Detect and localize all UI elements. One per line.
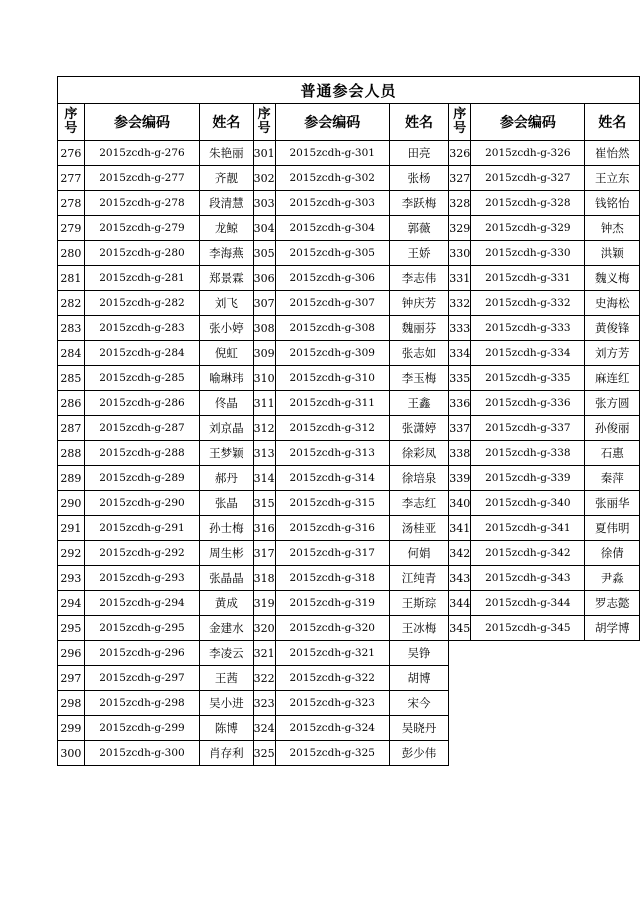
cell-seq: 334 — [449, 341, 471, 366]
cell-code: 2015zcdh-g-334 — [471, 341, 585, 366]
cell-name: 孙俊丽 — [585, 416, 640, 441]
cell-code: 2015zcdh-g-302 — [275, 166, 389, 191]
cell-seq: 303 — [253, 191, 275, 216]
cell-seq: 279 — [58, 216, 85, 241]
table-row — [58, 191, 640, 216]
cell-code: 2015zcdh-g-307 — [275, 291, 389, 316]
cell-name: 张晶晶 — [200, 566, 254, 591]
cell-code: 2015zcdh-g-341 — [471, 516, 585, 541]
cell-name: 刘方芳 — [585, 341, 640, 366]
cell-name: 秦萍 — [585, 466, 640, 491]
cell-name: 钟庆芳 — [389, 291, 448, 316]
cell-code: 2015zcdh-g-321 — [275, 641, 389, 666]
cell-code: 2015zcdh-g-332 — [471, 291, 585, 316]
cell-name: 王斯琮 — [389, 591, 448, 616]
cell-code: 2015zcdh-g-327 — [471, 166, 585, 191]
cell-code: 2015zcdh-g-281 — [84, 266, 199, 291]
cell-seq: 294 — [58, 591, 85, 616]
header-code: 参会编码 — [84, 104, 199, 141]
cell-name: 段清慧 — [200, 191, 254, 216]
cell-name: 王茜 — [200, 666, 254, 691]
cell-code: 2015zcdh-g-286 — [84, 391, 199, 416]
cell-seq: 339 — [449, 466, 471, 491]
table-row — [58, 266, 640, 291]
cell-seq: 322 — [253, 666, 275, 691]
cell-seq: 304 — [253, 216, 275, 241]
header-code: 参会编码 — [275, 104, 389, 141]
table-title: 普通参会人员 — [58, 77, 640, 104]
cell-seq: 302 — [253, 166, 275, 191]
cell-seq: 337 — [449, 416, 471, 441]
cell-name: 郭薇 — [389, 216, 448, 241]
cell-name: 罗志懿 — [585, 591, 640, 616]
cell-code: 2015zcdh-g-287 — [84, 416, 199, 441]
table-row — [58, 291, 640, 316]
cell-name: 石惠 — [585, 441, 640, 466]
cell-seq: 312 — [253, 416, 275, 441]
cell-seq: 335 — [449, 366, 471, 391]
cell-code: 2015zcdh-g-323 — [275, 691, 389, 716]
cell-name: 李海燕 — [200, 241, 254, 266]
cell-code: 2015zcdh-g-296 — [84, 641, 199, 666]
cell-name: 张小婷 — [200, 316, 254, 341]
cell-code: 2015zcdh-g-344 — [471, 591, 585, 616]
cell-name: 崔怡然 — [585, 141, 640, 166]
empty-cell — [449, 741, 471, 766]
cell-code: 2015zcdh-g-312 — [275, 416, 389, 441]
cell-seq: 332 — [449, 291, 471, 316]
cell-name: 史海松 — [585, 291, 640, 316]
cell-seq: 308 — [253, 316, 275, 341]
cell-seq: 327 — [449, 166, 471, 191]
cell-name: 魏义梅 — [585, 266, 640, 291]
cell-seq: 325 — [253, 741, 275, 766]
cell-name: 金建水 — [200, 616, 254, 641]
cell-name: 张志如 — [389, 341, 448, 366]
cell-name: 王梦颖 — [200, 441, 254, 466]
cell-seq: 317 — [253, 541, 275, 566]
table-row — [58, 341, 640, 366]
table-row — [58, 141, 640, 166]
cell-seq: 289 — [58, 466, 85, 491]
cell-code: 2015zcdh-g-294 — [84, 591, 199, 616]
cell-seq: 307 — [253, 291, 275, 316]
empty-cell — [585, 666, 640, 691]
cell-seq: 315 — [253, 491, 275, 516]
table-row — [58, 566, 640, 591]
cell-name: 李志伟 — [389, 266, 448, 291]
cell-seq: 342 — [449, 541, 471, 566]
cell-seq: 338 — [449, 441, 471, 466]
cell-code: 2015zcdh-g-305 — [275, 241, 389, 266]
empty-cell — [449, 641, 471, 666]
table-row — [58, 366, 640, 391]
cell-name: 李跃梅 — [389, 191, 448, 216]
cell-seq: 298 — [58, 691, 85, 716]
table-row — [58, 641, 640, 666]
cell-name: 夏伟明 — [585, 516, 640, 541]
cell-seq: 297 — [58, 666, 85, 691]
table-row — [58, 591, 640, 616]
cell-seq: 300 — [58, 741, 85, 766]
cell-name: 喻琳玮 — [200, 366, 254, 391]
cell-code: 2015zcdh-g-303 — [275, 191, 389, 216]
cell-seq: 314 — [253, 466, 275, 491]
cell-code: 2015zcdh-g-288 — [84, 441, 199, 466]
cell-code: 2015zcdh-g-276 — [84, 141, 199, 166]
header-name: 姓名 — [200, 104, 254, 141]
cell-code: 2015zcdh-g-319 — [275, 591, 389, 616]
cell-name: 王娇 — [389, 241, 448, 266]
cell-code: 2015zcdh-g-280 — [84, 241, 199, 266]
cell-seq: 333 — [449, 316, 471, 341]
cell-name: 钱铭怡 — [585, 191, 640, 216]
cell-seq: 343 — [449, 566, 471, 591]
table-row — [58, 516, 640, 541]
cell-seq: 288 — [58, 441, 85, 466]
table-row — [58, 441, 640, 466]
cell-code: 2015zcdh-g-299 — [84, 716, 199, 741]
cell-name: 宋今 — [389, 691, 448, 716]
header-seq: 序号 — [449, 104, 471, 141]
empty-cell — [585, 716, 640, 741]
cell-name: 龙鲸 — [200, 216, 254, 241]
cell-seq: 345 — [449, 616, 471, 641]
cell-name: 洪颖 — [585, 241, 640, 266]
cell-code: 2015zcdh-g-317 — [275, 541, 389, 566]
cell-code: 2015zcdh-g-345 — [471, 616, 585, 641]
table-row — [58, 416, 640, 441]
table-row — [58, 216, 640, 241]
table-row — [58, 391, 640, 416]
cell-name: 张杨 — [389, 166, 448, 191]
cell-code: 2015zcdh-g-298 — [84, 691, 199, 716]
empty-cell — [585, 641, 640, 666]
cell-name: 胡学博 — [585, 616, 640, 641]
cell-seq: 296 — [58, 641, 85, 666]
cell-seq: 293 — [58, 566, 85, 591]
empty-cell — [471, 741, 585, 766]
cell-name: 王冰梅 — [389, 616, 448, 641]
cell-seq: 281 — [58, 266, 85, 291]
cell-code: 2015zcdh-g-339 — [471, 466, 585, 491]
cell-seq: 299 — [58, 716, 85, 741]
cell-name: 佟晶 — [200, 391, 254, 416]
cell-name: 郑景霖 — [200, 266, 254, 291]
cell-code: 2015zcdh-g-322 — [275, 666, 389, 691]
cell-name: 彭少伟 — [389, 741, 448, 766]
cell-name: 张丽华 — [585, 491, 640, 516]
cell-code: 2015zcdh-g-301 — [275, 141, 389, 166]
cell-name: 刘飞 — [200, 291, 254, 316]
cell-code: 2015zcdh-g-336 — [471, 391, 585, 416]
cell-seq: 310 — [253, 366, 275, 391]
empty-cell — [471, 691, 585, 716]
cell-code: 2015zcdh-g-278 — [84, 191, 199, 216]
cell-name: 钟杰 — [585, 216, 640, 241]
cell-name: 王鑫 — [389, 391, 448, 416]
cell-name: 田亮 — [389, 141, 448, 166]
cell-seq: 280 — [58, 241, 85, 266]
cell-code: 2015zcdh-g-313 — [275, 441, 389, 466]
cell-name: 朱艳丽 — [200, 141, 254, 166]
header-seq: 序号 — [58, 104, 85, 141]
cell-code: 2015zcdh-g-289 — [84, 466, 199, 491]
cell-name: 李志红 — [389, 491, 448, 516]
header-name: 姓名 — [585, 104, 640, 141]
cell-code: 2015zcdh-g-309 — [275, 341, 389, 366]
cell-code: 2015zcdh-g-324 — [275, 716, 389, 741]
cell-code: 2015zcdh-g-304 — [275, 216, 389, 241]
cell-code: 2015zcdh-g-329 — [471, 216, 585, 241]
empty-cell — [449, 716, 471, 741]
cell-name: 周生彬 — [200, 541, 254, 566]
cell-seq: 305 — [253, 241, 275, 266]
header-name: 姓名 — [389, 104, 448, 141]
cell-seq: 316 — [253, 516, 275, 541]
cell-seq: 276 — [58, 141, 85, 166]
empty-cell — [471, 641, 585, 666]
table-row — [58, 316, 640, 341]
cell-name: 徐培泉 — [389, 466, 448, 491]
cell-seq: 336 — [449, 391, 471, 416]
cell-seq: 329 — [449, 216, 471, 241]
cell-seq: 313 — [253, 441, 275, 466]
cell-code: 2015zcdh-g-306 — [275, 266, 389, 291]
cell-code: 2015zcdh-g-308 — [275, 316, 389, 341]
cell-name: 徐彩凤 — [389, 441, 448, 466]
cell-seq: 301 — [253, 141, 275, 166]
cell-code: 2015zcdh-g-310 — [275, 366, 389, 391]
header-seq: 序号 — [253, 104, 275, 141]
cell-seq: 328 — [449, 191, 471, 216]
cell-name: 黄俊锋 — [585, 316, 640, 341]
cell-seq: 291 — [58, 516, 85, 541]
cell-name: 陈博 — [200, 716, 254, 741]
cell-code: 2015zcdh-g-291 — [84, 516, 199, 541]
cell-name: 何娟 — [389, 541, 448, 566]
cell-name: 郝丹 — [200, 466, 254, 491]
cell-name: 孙士梅 — [200, 516, 254, 541]
cell-code: 2015zcdh-g-326 — [471, 141, 585, 166]
cell-seq: 323 — [253, 691, 275, 716]
cell-name: 齐靓 — [200, 166, 254, 191]
cell-seq: 319 — [253, 591, 275, 616]
table-row — [58, 166, 640, 191]
empty-cell — [449, 666, 471, 691]
header-row — [58, 104, 640, 141]
cell-code: 2015zcdh-g-335 — [471, 366, 585, 391]
cell-seq: 282 — [58, 291, 85, 316]
cell-code: 2015zcdh-g-316 — [275, 516, 389, 541]
cell-name: 徐倩 — [585, 541, 640, 566]
cell-name: 吴铮 — [389, 641, 448, 666]
cell-code: 2015zcdh-g-293 — [84, 566, 199, 591]
cell-name: 倪虹 — [200, 341, 254, 366]
header-code: 参会编码 — [471, 104, 585, 141]
cell-name: 吴晓丹 — [389, 716, 448, 741]
cell-seq: 324 — [253, 716, 275, 741]
cell-code: 2015zcdh-g-337 — [471, 416, 585, 441]
cell-code: 2015zcdh-g-297 — [84, 666, 199, 691]
cell-code: 2015zcdh-g-285 — [84, 366, 199, 391]
empty-cell — [471, 666, 585, 691]
cell-code: 2015zcdh-g-279 — [84, 216, 199, 241]
cell-code: 2015zcdh-g-338 — [471, 441, 585, 466]
cell-seq: 344 — [449, 591, 471, 616]
cell-code: 2015zcdh-g-340 — [471, 491, 585, 516]
empty-cell — [471, 716, 585, 741]
cell-code: 2015zcdh-g-283 — [84, 316, 199, 341]
cell-seq: 309 — [253, 341, 275, 366]
cell-seq: 330 — [449, 241, 471, 266]
cell-name: 肖存利 — [200, 741, 254, 766]
cell-name: 黄成 — [200, 591, 254, 616]
cell-seq: 277 — [58, 166, 85, 191]
cell-code: 2015zcdh-g-284 — [84, 341, 199, 366]
table-row — [58, 541, 640, 566]
cell-code: 2015zcdh-g-311 — [275, 391, 389, 416]
table-row — [58, 741, 640, 766]
table-row — [58, 616, 640, 641]
cell-name: 王立东 — [585, 166, 640, 191]
cell-seq: 287 — [58, 416, 85, 441]
cell-code: 2015zcdh-g-292 — [84, 541, 199, 566]
cell-seq: 341 — [449, 516, 471, 541]
cell-seq: 331 — [449, 266, 471, 291]
cell-seq: 286 — [58, 391, 85, 416]
cell-code: 2015zcdh-g-277 — [84, 166, 199, 191]
cell-seq: 295 — [58, 616, 85, 641]
cell-code: 2015zcdh-g-314 — [275, 466, 389, 491]
cell-seq: 292 — [58, 541, 85, 566]
cell-code: 2015zcdh-g-328 — [471, 191, 585, 216]
table-row — [58, 466, 640, 491]
table-row — [58, 491, 640, 516]
cell-name: 魏丽芬 — [389, 316, 448, 341]
table-row — [58, 666, 640, 691]
cell-code: 2015zcdh-g-342 — [471, 541, 585, 566]
cell-name: 李玉梅 — [389, 366, 448, 391]
empty-cell — [585, 691, 640, 716]
cell-seq: 284 — [58, 341, 85, 366]
table-body — [58, 104, 640, 766]
cell-code: 2015zcdh-g-318 — [275, 566, 389, 591]
cell-name: 张晶 — [200, 491, 254, 516]
cell-seq: 321 — [253, 641, 275, 666]
empty-cell — [585, 741, 640, 766]
cell-seq: 326 — [449, 141, 471, 166]
cell-seq: 340 — [449, 491, 471, 516]
cell-seq: 278 — [58, 191, 85, 216]
cell-code: 2015zcdh-g-320 — [275, 616, 389, 641]
cell-seq: 320 — [253, 616, 275, 641]
roster-table — [57, 76, 640, 766]
cell-code: 2015zcdh-g-295 — [84, 616, 199, 641]
cell-name: 刘京晶 — [200, 416, 254, 441]
cell-seq: 306 — [253, 266, 275, 291]
cell-name: 张潇婷 — [389, 416, 448, 441]
cell-code: 2015zcdh-g-325 — [275, 741, 389, 766]
cell-seq: 318 — [253, 566, 275, 591]
cell-code: 2015zcdh-g-282 — [84, 291, 199, 316]
cell-seq: 311 — [253, 391, 275, 416]
cell-name: 麻连红 — [585, 366, 640, 391]
table-row — [58, 716, 640, 741]
cell-name: 尹淼 — [585, 566, 640, 591]
cell-code: 2015zcdh-g-333 — [471, 316, 585, 341]
cell-seq: 290 — [58, 491, 85, 516]
cell-seq: 285 — [58, 366, 85, 391]
cell-code: 2015zcdh-g-315 — [275, 491, 389, 516]
table-row — [58, 691, 640, 716]
cell-code: 2015zcdh-g-290 — [84, 491, 199, 516]
cell-name: 胡博 — [389, 666, 448, 691]
cell-code: 2015zcdh-g-300 — [84, 741, 199, 766]
cell-name: 张方圆 — [585, 391, 640, 416]
cell-name: 江纯青 — [389, 566, 448, 591]
cell-name: 李凌云 — [200, 641, 254, 666]
empty-cell — [449, 691, 471, 716]
cell-code: 2015zcdh-g-330 — [471, 241, 585, 266]
table-row — [58, 241, 640, 266]
cell-name: 汤桂亚 — [389, 516, 448, 541]
cell-name: 吴小进 — [200, 691, 254, 716]
cell-code: 2015zcdh-g-331 — [471, 266, 585, 291]
cell-seq: 283 — [58, 316, 85, 341]
cell-code: 2015zcdh-g-343 — [471, 566, 585, 591]
